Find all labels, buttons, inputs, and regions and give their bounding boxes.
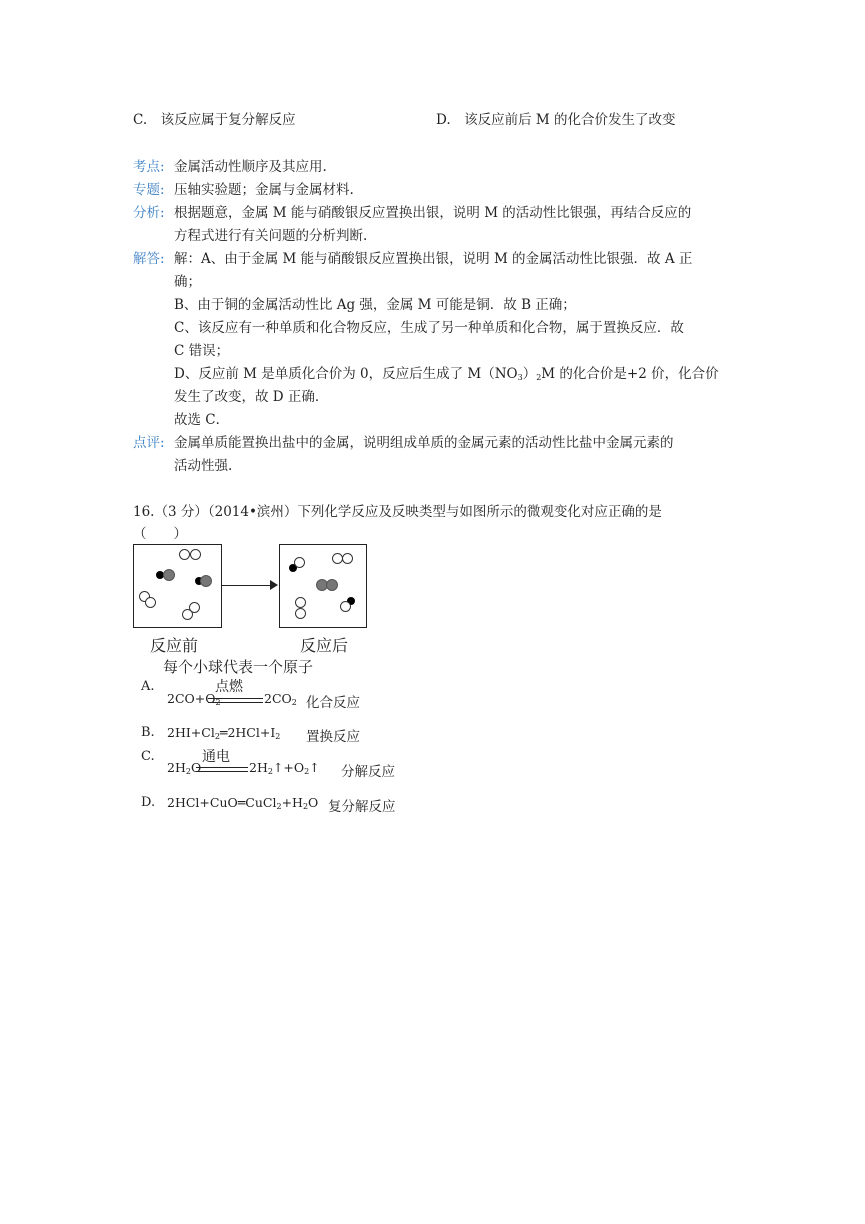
- jieda-line: B、由于铜的金属活动性比 Ag 强，金属 M 可能是铜．故 B 正确；: [174, 297, 576, 313]
- after-label: 反应后: [300, 636, 349, 655]
- gray-atom: [326, 579, 338, 591]
- option-c-letter: C.: [141, 749, 155, 764]
- white-atom: [342, 553, 353, 564]
- white-atom: [295, 597, 306, 608]
- white-atom: [294, 557, 305, 568]
- option-c-condition: 通电: [202, 749, 230, 765]
- option-c-type: 分解反应: [341, 764, 395, 780]
- option-a-equals: [208, 698, 263, 703]
- question-blank: （ ）: [133, 526, 187, 542]
- option-a-condition: 点燃: [215, 679, 243, 695]
- option-b-equation: $2HI+Cl_2═2HCl+I_2$: [167, 725, 281, 741]
- jieda-line: 发生了改变，故 D 正确．: [174, 389, 329, 405]
- zhuanti-label: 专题:: [133, 182, 165, 198]
- jieda-line: 确；: [174, 274, 201, 290]
- zhuanti-text: 压轴实验题；金属与金属材料.: [174, 182, 354, 198]
- dianping-line: 金属单质能置换出盐中的金属，说明组成单质的金属元素的活动性比盐中金属元素的: [174, 435, 674, 451]
- option-d-equation: $2HCl+CuO═CuCl_2+H_2O$: [167, 795, 319, 811]
- prev-option-c: C. 该反应属于复分解反应: [133, 112, 296, 128]
- reaction-arrow-line: [221, 585, 271, 586]
- before-label: 反应前: [150, 636, 199, 655]
- prev-option-d: D. 该反应前后 M 的化合价发生了改变: [436, 112, 676, 128]
- white-atom: [340, 601, 351, 612]
- option-a-type: 化合反应: [306, 695, 360, 711]
- option-a-letter: A.: [141, 679, 155, 694]
- option-d-letter: D.: [141, 795, 156, 810]
- reaction-arrow-head: [270, 580, 278, 590]
- option-c-equals: [196, 767, 248, 772]
- white-atom: [190, 549, 201, 560]
- dianping-label: 点评:: [133, 435, 165, 451]
- fenxi-label: 分析:: [133, 205, 165, 221]
- gray-atom: [200, 575, 212, 587]
- fenxi-line: 根据题意，金属 M 能与硝酸银反应置换出银，说明 M 的活动性比银强，再结合反应的: [174, 205, 692, 221]
- question-stem: 16.（3 分）（2014•滨州）下列化学反应及反映类型与如图所示的微观变化对应正确的是: [133, 504, 662, 520]
- gray-atom: [163, 569, 175, 581]
- white-atom: [145, 597, 156, 608]
- option-a-left: $2CO+O_2$: [167, 691, 221, 707]
- option-b-letter: B.: [141, 725, 155, 740]
- jieda-line: C 错误；: [174, 343, 230, 359]
- fenxi-line: 方程式进行有关问题的分析判断.: [174, 228, 368, 244]
- jieda-conclusion: 故选 C．: [174, 412, 230, 428]
- after-box: [279, 544, 367, 628]
- jieda-line-d: D、反应前 M 是单质化合价为 0，反应后生成了 $M(NO_3)_2M$ 的化合价是+2 价，化合价: [174, 366, 719, 382]
- kaodian-text: 金属活动性顺序及其应用.: [174, 159, 327, 175]
- option-c-right: $2H_2↑+O_2↑$: [249, 760, 320, 776]
- dianping-line: 活动性强.: [174, 458, 233, 474]
- white-atom: [295, 608, 306, 619]
- jieda-label: 解答:: [133, 251, 165, 267]
- before-box: [133, 544, 222, 628]
- option-c-left: $2H_2O$: [167, 760, 202, 776]
- white-atom: [179, 549, 190, 560]
- jieda-line: C、该反应有一种单质和化合物反应，生成了另一种单质和化合物，属于置换反应．故: [174, 320, 684, 336]
- option-a-right: $2CO_2$: [264, 691, 297, 707]
- option-b-type: 置换反应: [306, 729, 360, 745]
- jieda-line: 解：A、由于金属 M 能与硝酸银反应置换出银，说明 M 的金属活动性比银强．故 A 正: [174, 251, 693, 267]
- kaodian-label: 考点:: [133, 159, 165, 175]
- option-d-type: 复分解反应: [328, 799, 396, 815]
- diagram-caption: 每个小球代表一个原子: [163, 658, 314, 676]
- white-atom: [182, 609, 193, 620]
